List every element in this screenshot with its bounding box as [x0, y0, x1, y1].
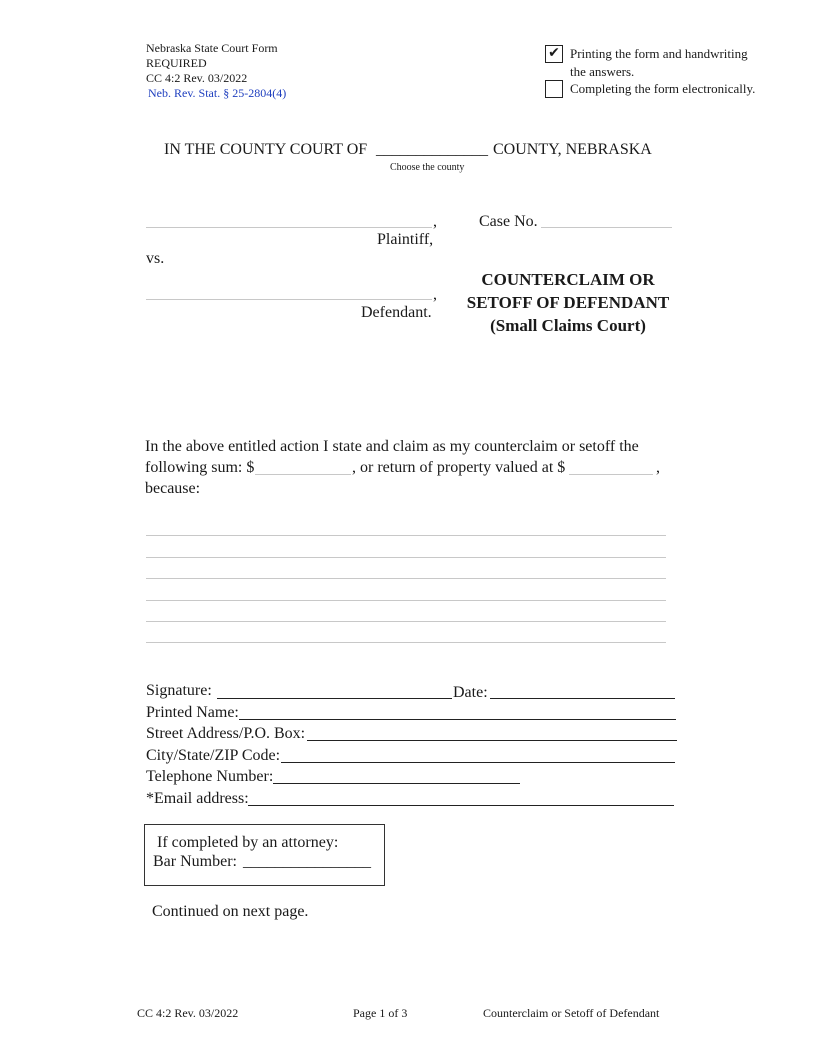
defendant-label: Defendant.: [361, 304, 432, 321]
printing-option-label: [570, 45, 748, 81]
footer-page-number: Page 1 of 3: [353, 1006, 408, 1020]
email-field[interactable]: [248, 788, 674, 806]
printing-option-line-1: Printing the form and handwriting: [570, 46, 748, 61]
email-label: *Email address:: [146, 790, 249, 807]
plaintiff-label: Plaintiff,: [377, 231, 434, 248]
reason-line-3[interactable]: [146, 565, 666, 579]
case-no-label: Case No.: [479, 213, 538, 230]
claim-sum-prefix: following sum: $: [145, 459, 255, 476]
form-header: [146, 41, 286, 101]
statute-link[interactable]: Neb. Rev. Stat. § 25-2804(4): [148, 86, 287, 100]
title-line-1: COUNTERCLAIM OR: [481, 270, 655, 289]
electronic-checkbox[interactable]: [545, 80, 563, 98]
vs-label: vs.: [146, 250, 165, 267]
printed-name-field[interactable]: [239, 702, 676, 720]
plaintiff-name-field[interactable]: [146, 212, 432, 228]
continued-note: Continued on next page.: [152, 903, 309, 920]
claim-property-text: , or return of property valued at $: [352, 459, 566, 476]
street-label: Street Address/P.O. Box:: [146, 725, 306, 742]
header-line-2: REQUIRED: [146, 56, 207, 70]
date-field[interactable]: [490, 681, 675, 699]
defendant-comma: ,: [433, 286, 437, 303]
city-field[interactable]: [281, 745, 675, 763]
header-line-1: Nebraska State Court Form: [146, 41, 278, 55]
reason-line-2[interactable]: [146, 544, 666, 558]
attorney-line-1: If completed by an attorney:: [157, 834, 339, 851]
case-number-field[interactable]: [541, 212, 672, 228]
electronic-option-label: Completing the form electronically.: [570, 81, 756, 96]
header-line-3: CC 4:2 Rev. 03/2022: [146, 71, 248, 85]
bar-number-field[interactable]: ________________: [243, 853, 371, 870]
plaintiff-comma: ,: [433, 213, 437, 230]
defendant-name-field[interactable]: [146, 284, 432, 300]
reason-line-1[interactable]: [146, 522, 666, 536]
footer-form-id: CC 4:2 Rev. 03/2022: [137, 1006, 239, 1020]
attorney-box: [144, 824, 385, 886]
claim-because: because:: [145, 480, 201, 497]
printing-checkbox[interactable]: ✔: [545, 45, 563, 63]
city-label: City/State/ZIP Code:: [146, 747, 281, 764]
reason-line-4[interactable]: [146, 587, 666, 601]
county-hint: Choose the county: [390, 162, 465, 173]
signature-field[interactable]: [217, 681, 452, 699]
form-title: [454, 268, 682, 337]
county-select[interactable]: ______________: [376, 141, 488, 158]
title-line-3: (Small Claims Court): [490, 316, 646, 335]
reason-line-5[interactable]: [146, 608, 666, 622]
street-field[interactable]: [307, 723, 677, 741]
claim-sum-field[interactable]: [255, 458, 351, 475]
phone-field[interactable]: [273, 766, 520, 784]
court-suffix: COUNTY, NEBRASKA: [493, 141, 652, 158]
footer-form-title: Counterclaim or Setoff of Defendant: [483, 1006, 660, 1020]
claim-trailing-comma: ,: [656, 459, 660, 476]
date-label: Date:: [453, 684, 488, 701]
title-line-2: SETOFF OF DEFENDANT: [466, 293, 670, 312]
court-prefix: IN THE COUNTY COURT OF: [164, 141, 368, 158]
claim-line-1: In the above entitled action I state and claim as my counterclaim or setoff the: [145, 438, 639, 455]
printed-name-label: Printed Name:: [146, 704, 239, 721]
printing-option-line-2: the answers.: [570, 64, 635, 79]
signature-label: Signature:: [146, 682, 212, 699]
phone-label: Telephone Number:: [146, 768, 274, 785]
reason-line-6[interactable]: [146, 629, 666, 643]
property-value-field[interactable]: [569, 458, 653, 475]
bar-number-label: Bar Number:: [153, 853, 237, 870]
